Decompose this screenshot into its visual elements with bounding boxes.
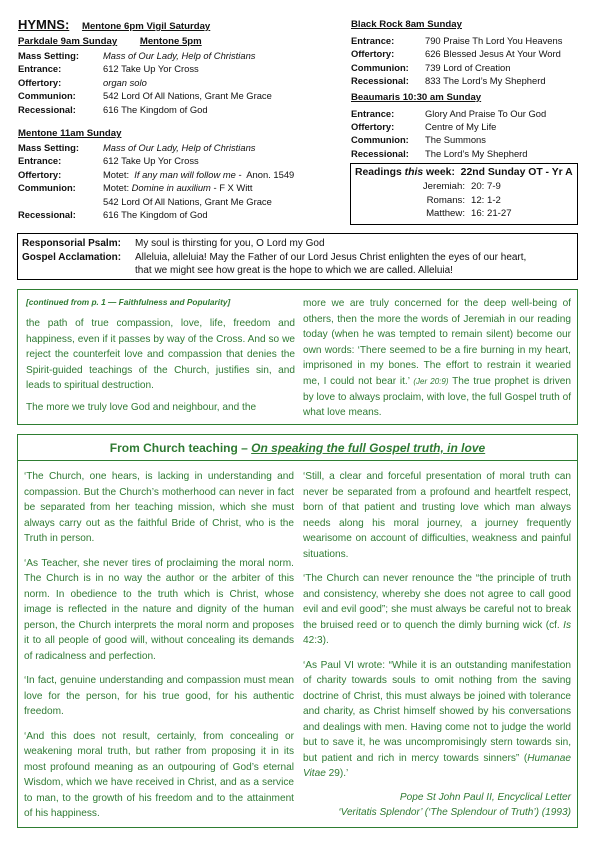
hymn-row [351, 61, 579, 74]
hymn-value: 739 Lord of Creation [425, 61, 511, 73]
hymn-value: The Summons [425, 134, 486, 146]
hymn-value: 616 The Kingdom of God [103, 103, 208, 115]
hymn-value: 833 The Lord’s My Shepherd [425, 75, 546, 87]
hymn-row [18, 76, 343, 89]
hymn-value: Mass of Our Lady, Help of Christians [103, 142, 256, 154]
teaching-right-column [303, 469, 571, 821]
teaching-left-column [24, 469, 294, 822]
teaching-paragraph: ‘As Paul VI wrote: “While it is an outstanding manifestation of charity towards souls to omit nothing from the saving doctrine of Christ, this must always be joined with tolerance and charity, as Christ himself showed by his conversations and dealings with men. Having come not to judge the world but to save it, he was uncompromisingly stern towards sin, but patient and rich in mercy towards sinners” (Humanae Vitae 29).’ [303, 659, 571, 779]
hymn-list-1 [18, 49, 343, 116]
reading-row [355, 207, 573, 221]
psalm-text: My soul is thirsting for you, O Lord my God [135, 238, 325, 249]
continued-article-box [17, 289, 578, 425]
teaching-paragraph: ‘And this does not result, certainly, from concealing or weakening moral truth, but rather from proposing it in its most profound meaning as an outpouring of God’s eternal Wisdom, which we have received in Christ, and as a service to man, to the growth of his freedom and to the attainment of his happiness. [24, 730, 294, 819]
hymn-value: 612 Take Up Yor Cross [103, 63, 199, 75]
hymn-key: Entrance: [351, 107, 395, 119]
gospel-label: Gospel Acclamation: [22, 251, 122, 263]
teaching-paragraph: ‘As Teacher, she never tires of proclaiming the moral norm. The Church is in no way the author or the arbiter of this norm. In obedience to the truth which is Christ, whose image is reflected in the nature and dignity of the human person, the Church interprets the moral norm and proposes it to all people of good will, without concealing its demands of radicalness and perfection. [24, 557, 294, 662]
reading-ref: 20: 7-9 [471, 181, 501, 192]
hymn-key: Communion: [351, 61, 409, 73]
hymn-row [18, 49, 343, 62]
gospel-text-line1: Alleluia, alleluia! May the Father of our Lord Jesus Christ enlighten the eyes of our heart, [135, 251, 527, 263]
hymn-row [351, 133, 579, 146]
teaching-paragraph: ‘Still, a clear and forceful presentation of moral truth can never be separated from a profound and heartfelt respect, born of that patient and trusting love which man always needs along his moral journey, a journey frequently wearisome on account of difficulties, weakness and painful situations. [303, 471, 571, 560]
hymn-value: 790 Praise Th Lord You Heavens [425, 35, 563, 46]
teaching-paragraph: ‘The Church can never renounce the “the principle of truth and consistency, whereby she does not agree to call good evil and evil good”; she must always be careful not to break the bruised reed or to quench the dimly burning wick (cf. Is 42:3). [303, 573, 571, 646]
hymn-row [18, 62, 343, 75]
hymn-key: Communion: [18, 182, 76, 194]
blackrock-heading: Black Rock 8am Sunday [351, 19, 462, 30]
hymn-key: Offertory: [351, 121, 395, 133]
hymn-key: Recessional: [351, 147, 409, 159]
continued-right-paragraph: more we are truly concerned for the deep well-being of others, then the more the words of Jeremiah in our reading today (when he was tempted to remain silent) become our own words: ‘There seemed to be a fire burning in my heart, imprisoned in my bones. The effort to restrain it wearied me, I could not bear it.’ (Jer 20:9) The true prophet is driven by love to always proclaim, with love, the full Gospel truth of what love means. [303, 298, 572, 419]
hymn-value: 542 Lord Of All Nations, Grant Me Grace [103, 195, 272, 207]
hymn-list-2 [18, 141, 343, 221]
hymn-value: 626 Blessed Jesus At Your Word [425, 48, 561, 60]
hymn-row [18, 103, 343, 116]
hymn-key: Offertory: [18, 76, 62, 88]
hymn-key: Mass Setting: [18, 50, 79, 61]
hymn-value: The Lord’s My Shepherd [425, 147, 528, 159]
church-teaching-box [17, 434, 578, 828]
reading-book: Jeremiah: [422, 181, 465, 192]
hymn-value: Centre of My Life [425, 121, 497, 133]
hymn-row [351, 74, 579, 87]
continued-left-column [26, 296, 295, 416]
reading-ref: 16: 21-27 [471, 208, 512, 219]
hymn-list-4 [351, 107, 579, 161]
hymn-key: Entrance: [18, 155, 62, 167]
hymn-key: Entrance: [351, 35, 395, 46]
hymn-key: Offertory: [18, 168, 62, 180]
hymn-value: Mass of Our Lady, Help of Christians [103, 50, 256, 61]
hymn-row [351, 34, 579, 47]
hymn-row [351, 107, 579, 120]
hymn-value: Motet: Domine in auxilium - F X Witt [103, 182, 253, 194]
hymn-value: 612 Take Up Yor Cross [103, 155, 199, 167]
attribution-line1: Pope St John Paul II, Encyclical Letter [399, 791, 571, 803]
hymn-key: Recessional: [351, 75, 409, 87]
reading-book: Matthew: [426, 208, 465, 219]
hymn-list-3 [351, 34, 579, 88]
parkdale-heading: Parkdale 9am Sunday [18, 36, 118, 47]
hymns-heading: HYMNS: [18, 17, 70, 32]
attribution-line2: ‘Veritatis Splendor’ (‘The Splendour of Truth’) (1993) [338, 807, 571, 818]
hymns-right-column [351, 18, 579, 160]
readings-heading: Readings this week: 22nd Sunday OT - Yr A [355, 167, 573, 178]
hymn-row [351, 147, 579, 160]
mentone5-heading: Mentone 5pm [139, 36, 202, 47]
reading-row [355, 180, 573, 194]
gospel-text-line2: that we might see how great is the hope to which we are called. Alleluia! [135, 265, 453, 277]
hymn-row [18, 89, 343, 102]
teaching-title: From Church teaching – On speaking the full Gospel truth, in love [109, 441, 486, 455]
psalm-gospel-box [17, 233, 578, 280]
teaching-paragraph: ‘The Church, one hears, is lacking in understanding and compassion. But the Church’s motherhood can never in fact be separated from her teaching mission, which she must always carry out as the faithful Bride of Christ, who is the Truth in person. [24, 471, 294, 544]
hymn-value: 542 Lord Of All Nations, Grant Me Grace [103, 90, 272, 102]
hymn-value: 616 The Kingdom of God [103, 209, 208, 221]
mentone11-heading: Mentone 11am Sunday [18, 128, 122, 140]
vigil-heading: Mentone 6pm Vigil Saturday [81, 21, 211, 32]
psalm-label: Responsorial Psalm: [22, 238, 121, 249]
hymn-key: Mass Setting: [18, 142, 79, 154]
teaching-paragraph: ‘In fact, genuine understanding and compassion must mean love for the person, for his true good, for his authentic freedom. [24, 675, 294, 717]
hymn-key: Entrance: [18, 63, 62, 75]
hymn-key: Recessional: [18, 103, 76, 115]
reading-book: Romans: [426, 194, 465, 206]
readings-box [350, 163, 578, 225]
hymn-row [351, 47, 579, 60]
continued-right-column [303, 296, 571, 421]
reading-row [355, 194, 573, 208]
beaumaris-heading: Beaumaris 10:30 am Sunday [351, 91, 482, 103]
hymn-key: Offertory: [351, 48, 395, 60]
hymn-value: Glory And Praise To Our God [425, 107, 547, 119]
reading-ref: 12: 1-2 [471, 194, 501, 206]
continued-note: [continued from p. 1 — Faithfulness and Popularity] [26, 297, 231, 307]
readings-list [355, 180, 573, 221]
continued-left-paragraph: The more we truly love God and neighbour, and the [26, 401, 257, 413]
hymn-key: Communion: [18, 90, 76, 102]
hymn-value: Motet: If any man will follow me - Anon. 1549 [103, 168, 295, 180]
hymn-value: organ solo [103, 76, 147, 88]
teaching-divider [18, 460, 577, 461]
continued-left-paragraph: the path of true compassion, love, life, freedom and happiness, even if it passes by way of the Cross. And so we reject the counterfeit love and compassion that denies the Spirit-guided teachings of the Church, justifies sin, and leads to spiritual destruction. [26, 318, 295, 392]
hymn-key: Recessional: [18, 209, 76, 221]
hymn-key: Communion: [351, 134, 409, 146]
hymn-row [351, 120, 579, 133]
hymns-left-column [18, 18, 343, 221]
